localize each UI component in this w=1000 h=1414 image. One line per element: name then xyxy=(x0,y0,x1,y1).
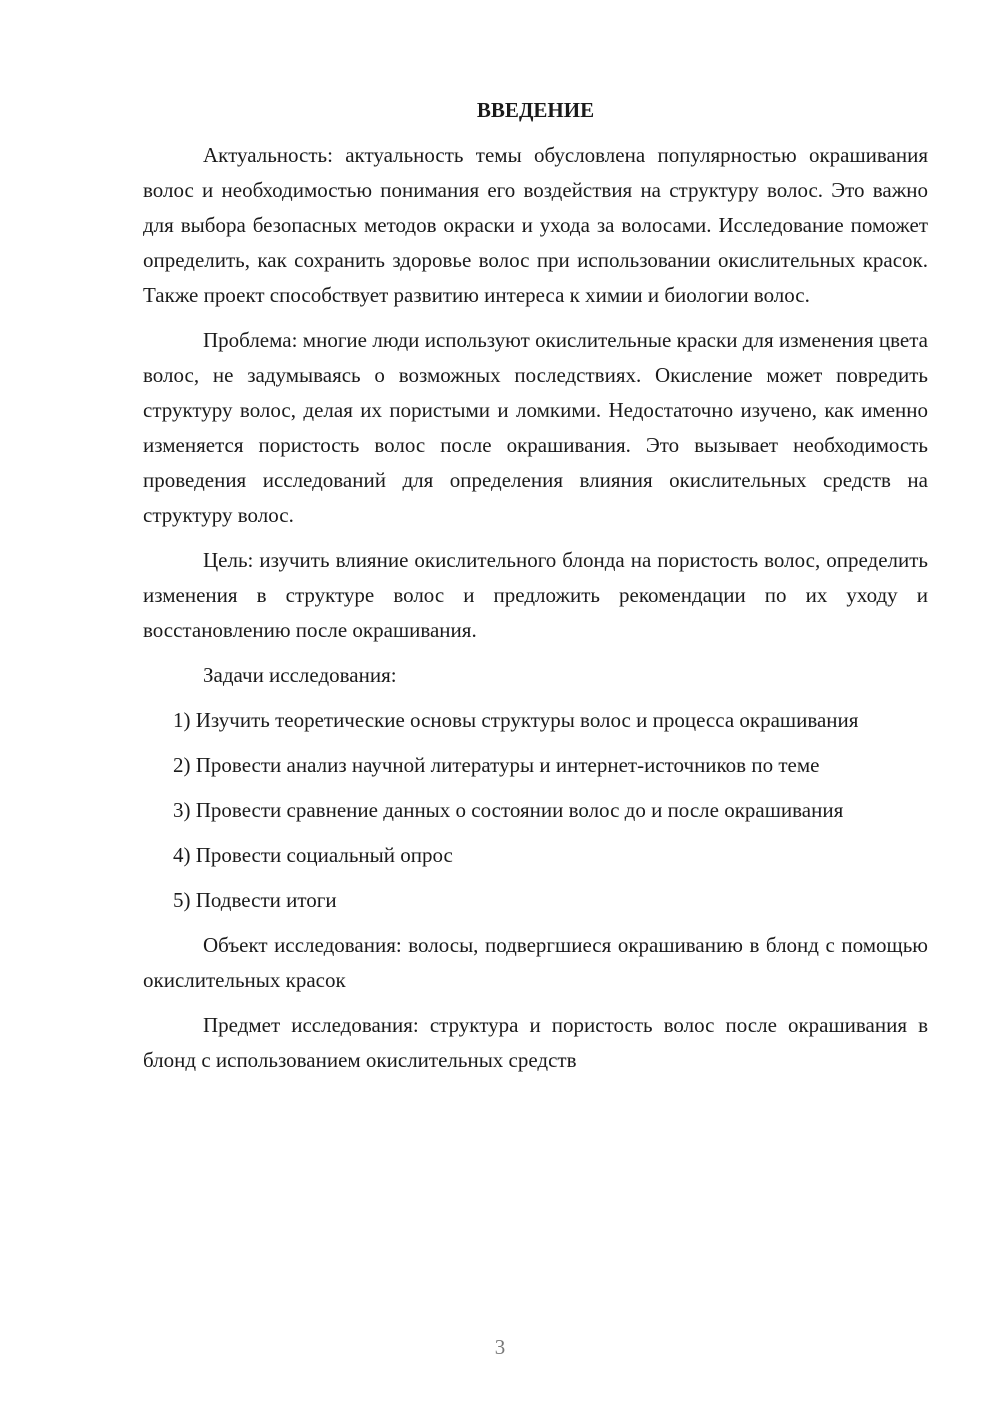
task-item: 1) Изучить теоретические основы структуры волос и процесса окрашивания xyxy=(173,708,859,732)
page-content xyxy=(143,93,928,1088)
object-paragraph: Объект исследования: волосы, подвергшиеся окрашиванию в блонд с помощью окислительных красок xyxy=(143,933,928,992)
relevance-paragraph: Актуальность: актуальность темы обусловлена популярностью окрашивания волос и необходимостью понимания его воздействия на структуру волос. Это важно для выбора безопасных методов окраски и ухода за волосами. Исследование поможет определить, как сохранить здоровье волос при использовании окислительных красок. Также проект способствует развитию интереса к химии и биологии волос. xyxy=(143,143,928,307)
task-item: 4) Провести социальный опрос xyxy=(173,843,453,867)
goal-paragraph: Цель: изучить влияние окислительного блонда на пористость волос, определить изменения в структуре волос и предложить рекомендации по их уходу и восстановлению после окрашивания. xyxy=(143,548,928,642)
subject-paragraph: Предмет исследования: структура и пористость волос после окрашивания в блонд с использованием окислительных средств xyxy=(143,1013,928,1072)
task-item: 2) Провести анализ научной литературы и интернет-источников по теме xyxy=(173,753,820,777)
section-title: ВВЕДЕНИЕ xyxy=(476,98,595,122)
task-item: 3) Провести сравнение данных о состоянии волос до и после окрашивания xyxy=(173,798,844,822)
problem-paragraph: Проблема: многие люди используют окислительные краски для изменения цвета волос, не задумываясь о возможных последствиях. Окисление может повредить структуру волос, делая их пористыми и ломкими. Недостаточно изучено, как именно изменяется пористость волос после окрашивания. Это вызывает необходимость проведения исследований для определения влияния окислительных средств на структуру волос. xyxy=(143,328,928,527)
task-item: 5) Подвести итоги xyxy=(173,888,337,912)
tasks-heading: Задачи исследования: xyxy=(203,663,397,687)
page-number: 3 xyxy=(494,1335,506,1359)
